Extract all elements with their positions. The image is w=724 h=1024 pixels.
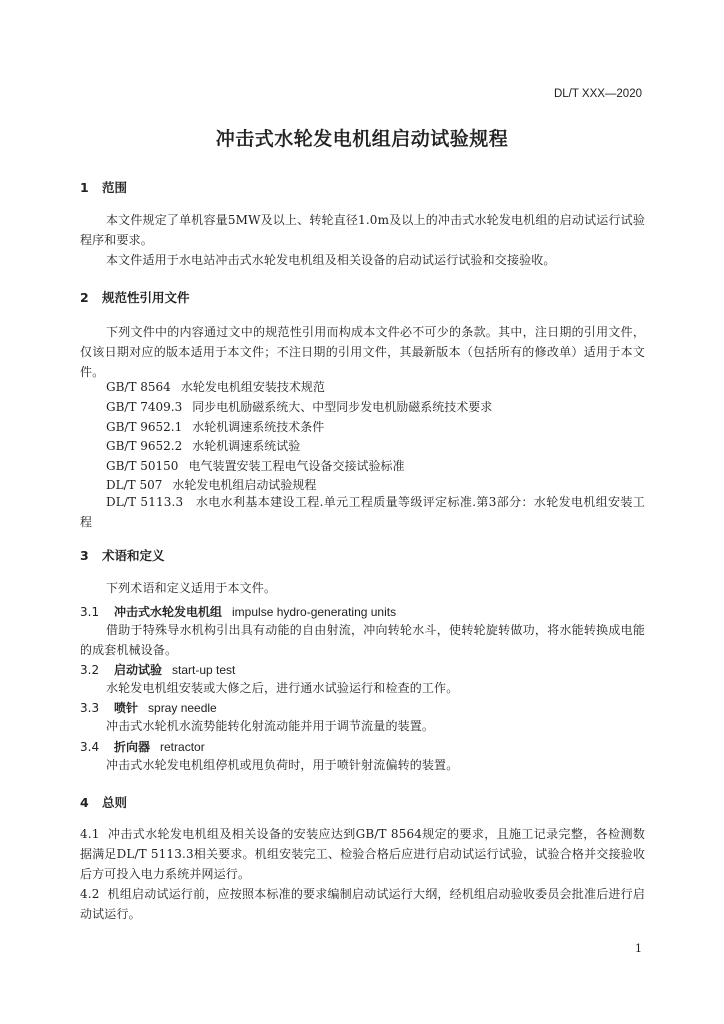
reference-item — [106, 378, 325, 395]
term-en: retractor — [160, 740, 205, 754]
term-definition: 冲击式水轮发电机组停机或甩负荷时，用于喷针射流偏转的装置。 — [106, 758, 459, 772]
section-number: 3 — [80, 548, 89, 563]
clause-4-2 — [80, 884, 645, 924]
section-number: 1 — [80, 180, 89, 195]
reference-title: 同步电机励磁系统大、中型同步发电机励磁系统技术要求 — [192, 400, 493, 414]
term-zh: 冲击式水轮发电机组 — [114, 605, 223, 619]
document-code: DL/T XXX—2020 — [553, 88, 642, 100]
reference-title: 水轮发电机组安装技术规范 — [180, 380, 325, 394]
section-1-paragraph-1: 本文件规定了单机容量5MW及以上、转轮直径1.0m及以上的冲击式水轮发电机组的启动试运行试验程序和要求。 — [80, 213, 645, 247]
section-title: 总则 — [102, 795, 128, 810]
term-zh: 启动试验 — [114, 663, 163, 677]
section-title: 范围 — [102, 180, 128, 195]
term-en: spray needle — [148, 701, 217, 715]
section-3-intro: 下列术语和定义适用于本文件。 — [106, 581, 277, 595]
clause-4-1 — [80, 824, 645, 884]
reference-title: 水轮发电机组启动试验规程 — [172, 478, 317, 492]
reference-item-last: DL/T 5113.3 水电水利基本建设工程.单元工程质量等级评定标准.第3部分：水轮发电机组安装工程 — [80, 495, 645, 529]
reference-code: GB/T 8564 — [106, 380, 171, 394]
term-en: start-up test — [172, 663, 236, 677]
term-heading — [80, 699, 217, 716]
term-heading — [80, 603, 396, 620]
reference-code: DL/T 507 — [106, 478, 163, 492]
reference-item — [106, 418, 324, 435]
reference-item — [106, 398, 492, 415]
reference-title: 电气装置安装工程电气设备交接试验标准 — [188, 459, 405, 473]
clause-number: 4.1 — [80, 827, 100, 841]
section-1-heading — [80, 178, 127, 196]
term-number: 3.4 — [80, 740, 100, 754]
reference-title: 水轮机调速系统技术条件 — [192, 420, 325, 434]
section-2-heading — [80, 288, 190, 306]
term-number: 3.2 — [80, 663, 100, 677]
reference-code: GB/T 7409.3 — [106, 400, 183, 414]
term-en: impulse hydro-generating units — [232, 605, 397, 619]
term-number: 3.1 — [80, 605, 100, 619]
reference-item — [106, 437, 300, 454]
page-title: 冲击式水轮发电机组启动试验规程 — [215, 128, 509, 150]
clause-text: 冲击式水轮发电机组及相关设备的安装应达到GB/T 8564规定的要求，且施工记录完整，各检测数据满足DL/T 5113.3相关要求。机组安装完工、检验合格后应进行启动试运行试验，试验合格并交接验收后方可投入电力系统并网运行。 — [80, 827, 645, 881]
term-heading — [80, 661, 235, 678]
section-2-intro: 下列文件中的内容通过文中的规范性引用而构成本文件必不可少的条款。其中，注日期的引用文件，仅该日期对应的版本适用于本文件；不注日期的引用文件，其最新版本（包括所有的修改单）适用于本文件。 — [80, 325, 645, 379]
term-definition: 借助于特殊导水机构引出具有动能的自由射流，冲向转轮水斗，使转轮旋转做功，将水能转换成电能的成套机械设备。 — [80, 623, 645, 657]
section-3-heading — [80, 546, 165, 564]
term-zh: 喷针 — [114, 701, 139, 715]
section-number: 2 — [80, 290, 89, 305]
section-number: 4 — [80, 795, 89, 810]
clause-text: 机组启动试运行前，应按照本标准的要求编制启动试运行大纲，经机组启动验收委员会批准后进行启动试运行。 — [80, 887, 645, 921]
section-title: 规范性引用文件 — [102, 290, 190, 305]
clause-number: 4.2 — [80, 887, 100, 901]
term-definition: 水轮发电机组安装或大修之后，进行通水试验运行和检查的工作。 — [106, 681, 459, 695]
term-heading — [80, 738, 205, 755]
reference-item — [106, 476, 316, 493]
term-zh: 折向器 — [114, 740, 151, 754]
page-number: 1 — [635, 942, 642, 955]
section-4-heading — [80, 793, 127, 811]
section-1-paragraph-2: 本文件适用于水电站冲击式水轮发电机组及相关设备的启动试运行试验和交接验收。 — [106, 253, 556, 267]
reference-item — [106, 457, 404, 474]
reference-code: GB/T 50150 — [106, 459, 179, 473]
reference-title: 水轮机调速系统试验 — [192, 439, 301, 453]
term-definition: 冲击式水轮机水流势能转化射流动能并用于调节流量的装置。 — [106, 719, 435, 733]
section-title: 术语和定义 — [102, 548, 165, 563]
reference-code: GB/T 9652.2 — [106, 439, 183, 453]
reference-code: GB/T 9652.1 — [106, 420, 183, 434]
term-number: 3.3 — [80, 701, 100, 715]
